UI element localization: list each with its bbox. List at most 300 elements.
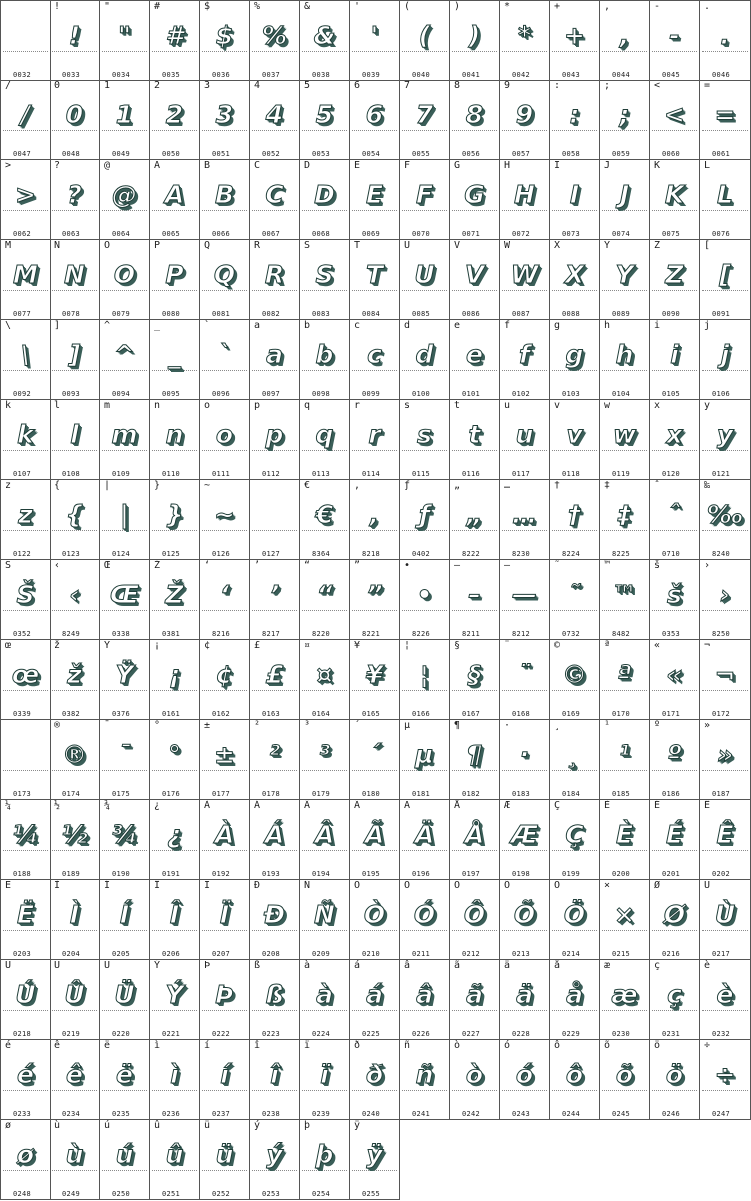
glyph-code-label: 0037 [262,71,281,79]
glyph-code-label: 0233 [13,1110,32,1118]
glyph-char-label: ú [104,1120,111,1131]
glyph-code-label: 0376 [112,710,131,718]
glyph-cell [600,960,650,1040]
glyph-cell [300,80,350,160]
glyph-char-label: ¹ [604,720,611,731]
glyph-cell [150,960,200,1040]
glyph-code-label: 0118 [562,470,581,478]
glyph-code-label: 0080 [162,310,181,318]
glyph-char-label: i [654,320,661,331]
glyph-preview: u [515,420,534,449]
glyph-char-label: ? [54,160,61,171]
glyph-cell [550,240,600,320]
glyph-preview: ê [66,1060,83,1089]
glyph-code-label: 0051 [212,150,231,158]
glyph-cell [550,400,600,480]
glyph-char-label: F [404,160,411,171]
glyph-code-label: 0093 [62,390,81,398]
glyph-cell [200,640,250,720]
glyph-cell [400,160,450,240]
glyph-code-label: 0064 [112,230,131,238]
glyph-preview: ½ [61,820,88,849]
glyph-cell [150,640,200,720]
glyph-char-label: c [354,320,361,331]
glyph-preview: g [565,340,584,369]
glyph-cell [400,240,450,320]
glyph-code-label: 0105 [662,390,681,398]
glyph-preview: ³ [319,740,330,769]
glyph-char-label: z [5,480,12,491]
glyph-code-label: 0061 [712,150,731,158]
glyph-char-label: þ [304,1120,311,1131]
glyph-code-label: 0117 [512,470,531,478]
glyph-preview: † [568,500,581,529]
glyph-preview: Ð [263,900,286,929]
glyph-code-label: 0163 [262,710,281,718]
glyph-cell [350,480,400,560]
glyph-cell [350,720,400,800]
glyph-cell [200,240,250,320]
glyph-preview: ú [115,1140,134,1169]
glyph-code-label: 0079 [112,310,131,318]
glyph-char-label: ê [54,1040,61,1051]
glyph-cell [600,80,650,160]
glyph-cell [150,80,200,160]
glyph-char-label: Ð [254,880,261,891]
glyph-code-label: 0232 [712,1030,731,1038]
glyph-char-label: — [504,560,511,571]
glyph-cell [100,320,150,400]
glyph-preview: ì [170,1060,179,1089]
glyph-preview: Ó [413,900,436,929]
glyph-char-label: ) [454,1,461,12]
glyph-preview: / [20,100,31,129]
glyph-char-label: ^ [104,320,111,331]
glyph-code-label: 8218 [362,550,381,558]
glyph-cell [250,960,300,1040]
glyph-char-label: ù [54,1120,61,1131]
glyph-cell [200,560,250,640]
glyph-char-label: : [554,80,561,91]
glyph-char-label: § [454,640,461,651]
glyph-code-label: 0041 [462,71,481,79]
glyph-char-label: ø [5,1120,12,1131]
glyph-preview: } [165,500,184,529]
glyph-char-label: L [704,160,711,171]
glyph-char-label: b [304,320,311,331]
glyph-cell [500,880,550,960]
glyph-preview: b [315,340,334,369]
glyph-char-label: ’ [254,560,261,571]
glyph-char-label: u [504,400,511,411]
glyph-preview: Ç [565,820,584,849]
glyph-cell [200,880,250,960]
glyph-char-label: q [304,400,311,411]
glyph-cell [550,640,600,720]
glyph-cell [600,720,650,800]
glyph-char-label: h [604,320,611,331]
glyph-code-label: 0172 [712,710,731,718]
glyph-cell [50,80,100,160]
glyph-cell [550,320,600,400]
glyph-code-label: 0381 [162,630,181,638]
glyph-cell [550,160,600,240]
glyph-cell [150,400,200,480]
glyph-preview: ˜ [568,580,581,609]
glyph-preview: © [562,660,587,689]
glyph-cell [450,960,500,1040]
glyph-char-label: R [254,240,261,251]
glyph-char-label: ó [504,1040,511,1051]
glyph-cell [400,640,450,720]
glyph-char-label: Ñ [304,880,311,891]
glyph-cell [500,320,550,400]
glyph-cell [500,1040,550,1120]
glyph-preview: Â [314,820,335,849]
glyph-char-label: ý [254,1120,261,1131]
glyph-char-label: ¥ [354,640,361,651]
glyph-cell [200,1120,250,1200]
glyph-cell [400,80,450,160]
glyph-cell [150,0,200,81]
glyph-code-label: 0188 [13,870,32,878]
glyph-char-label: š [654,560,661,571]
glyph-char-label: @ [104,160,111,171]
glyph-code-label: 0196 [412,870,431,878]
glyph-char-label: 6 [354,80,361,91]
glyph-code-label: 0234 [62,1110,81,1118]
glyph-cell [50,560,100,640]
glyph-cell [650,400,700,480]
glyph-code-label: 0169 [562,710,581,718]
glyph-code-label: 0121 [712,470,731,478]
glyph-preview: = [714,100,736,129]
glyph-char-label: ¬ [704,640,711,651]
glyph-code-label: 8226 [412,630,431,638]
glyph-preview: ä [516,980,533,1009]
glyph-char-label: ß [254,960,261,971]
glyph-char-label: f [504,320,511,331]
glyph-char-label: À [204,800,211,811]
glyph-code-label: 0193 [262,870,281,878]
glyph-code-label: 0127 [262,550,281,558]
glyph-preview: Ž [165,580,184,609]
glyph-cell [650,880,700,960]
glyph-code-label: 0215 [612,950,631,958]
glyph-char-label: É [654,800,661,811]
glyph-cell [450,480,500,560]
glyph-preview: E [365,180,384,209]
glyph-cell [100,400,150,480]
glyph-preview: ¼ [12,820,39,849]
glyph-char-label: • [404,560,411,571]
glyph-char-label: Ÿ [104,640,111,651]
glyph-preview: ò [465,1060,484,1089]
glyph-cell [250,720,300,800]
glyph-char-label: + [554,1,561,12]
glyph-char-label: P [154,240,161,251]
glyph-char-label: & [304,1,311,12]
glyph-preview: Œ [109,580,140,609]
glyph-preview: Ï [219,900,230,929]
glyph-cell [0,800,51,880]
glyph-cell [300,1120,350,1200]
glyph-cell [600,640,650,720]
glyph-preview: p [265,420,284,449]
glyph-preview: ¸ [568,740,581,769]
glyph-cell [700,160,751,240]
glyph-code-label: 0198 [512,870,531,878]
glyph-code-label: 8222 [462,550,481,558]
glyph-code-label: 0222 [212,1030,231,1038]
glyph-char-label: p [254,400,261,411]
glyph-cell [650,560,700,640]
glyph-char-label: ä [504,960,511,971]
glyph-cell [250,880,300,960]
glyph-preview: ó [515,1060,534,1089]
glyph-code-label: 0078 [62,310,81,318]
glyph-cell [150,560,200,640]
glyph-char-label: N [54,240,61,251]
glyph-code-label: 0096 [212,390,231,398]
glyph-code-label: 0126 [212,550,231,558]
glyph-char-label: å [554,960,561,971]
glyph-code-label: 0044 [612,71,631,79]
glyph-code-label: 0248 [13,1190,32,1198]
glyph-code-label: 0190 [112,870,131,878]
glyph-char-label: – [454,560,461,571]
glyph-char-label: . [704,1,711,12]
glyph-code-label: 0183 [512,790,531,798]
glyph-preview: [ [719,260,731,289]
glyph-char-label: » [704,720,711,731]
glyph-preview: 6 [365,100,384,129]
glyph-code-label: 0214 [562,950,581,958]
glyph-char-label: Ö [554,880,561,891]
glyph-cell [0,1120,51,1200]
glyph-cell [600,800,650,880]
glyph-preview: s [417,420,432,449]
glyph-preview: Q [213,260,236,289]
glyph-cell [300,880,350,960]
glyph-char-label: Ø [654,880,661,891]
glyph-char-label: n [154,400,161,411]
glyph-char-label: õ [604,1040,611,1051]
glyph-code-label: 0086 [462,310,481,318]
glyph-char-label: - [654,1,661,12]
glyph-preview: ¶ [466,740,483,769]
glyph-code-label: 0165 [362,710,381,718]
glyph-preview: U [414,260,435,289]
glyph-code-label: 0228 [512,1030,531,1038]
glyph-code-label: 0050 [162,150,181,158]
glyph-preview: q [315,420,334,449]
glyph-preview: ° [168,740,181,769]
glyph-code-label: 0240 [362,1110,381,1118]
glyph-char-label: Ý [154,960,161,971]
glyph-preview: « [666,660,683,689]
glyph-char-label: › [704,560,711,571]
glyph-char-label: ² [254,720,261,731]
glyph-code-label: 0161 [162,710,181,718]
glyph-code-label: 0112 [262,470,281,478]
glyph-char-label: \ [5,320,12,331]
glyph-code-label: 0226 [412,1030,431,1038]
glyph-cell [650,1040,700,1120]
glyph-code-label: 0120 [662,470,681,478]
glyph-cell [250,400,300,480]
glyph-char-label: Ò [354,880,361,891]
glyph-preview: ˆ [668,500,681,529]
glyph-cell [250,160,300,240]
glyph-preview: 3 [215,100,234,129]
glyph-code-label: 0068 [312,230,331,238]
glyph-code-label: 0230 [612,1030,631,1038]
glyph-cell [150,880,200,960]
glyph-char-label: Ê [704,800,711,811]
glyph-char-label: œ [5,640,12,651]
glyph-char-label: Â [304,800,311,811]
glyph-char-label: © [554,640,561,651]
glyph-code-label: 0182 [462,790,481,798]
glyph-cell [500,480,550,560]
glyph-preview: ë [116,1060,133,1089]
glyph-code-label: 0056 [462,150,481,158]
glyph-code-label: 0227 [462,1030,481,1038]
glyph-preview: Ò [363,900,386,929]
glyph-char-label: > [5,160,12,171]
glyph-char-label: E [354,160,361,171]
glyph-char-label: Ç [554,800,561,811]
glyph-cell [650,320,700,400]
glyph-preview: Ã [364,820,385,849]
glyph-code-label: 8225 [612,550,631,558]
glyph-code-label: 0119 [612,470,631,478]
glyph-char-label: 4 [254,80,261,91]
glyph-preview: 9 [515,100,534,129]
glyph-cell [250,1040,300,1120]
glyph-code-label: 0124 [112,550,131,558]
glyph-char-label: × [604,880,611,891]
glyph-code-label: 0106 [712,390,731,398]
glyph-cell [550,1040,600,1120]
glyph-preview: ² [269,740,280,769]
glyph-char-label: ™ [604,560,611,571]
glyph-cell [300,240,350,320]
glyph-cell [300,560,350,640]
glyph-char-label: ” [354,560,361,571]
glyph-char-label: 9 [504,80,511,91]
glyph-cell [650,80,700,160]
glyph-preview: • [416,580,433,609]
glyph-cell [150,1120,200,1200]
glyph-char-label: Y [604,240,611,251]
glyph-cell [450,80,500,160]
glyph-char-label: K [654,160,661,171]
glyph-cell [600,480,650,560]
glyph-char-label: g [554,320,561,331]
glyph-preview: Ö [563,900,586,929]
glyph-preview: , [619,21,630,50]
glyph-char-label: j [704,320,711,331]
glyph-cell [300,0,350,81]
glyph-preview: G [464,180,485,209]
glyph-preview: — [512,580,537,609]
glyph-preview: Û [64,980,85,1009]
glyph-code-label: 0167 [462,710,481,718]
glyph-code-label: 0088 [562,310,581,318]
glyph-preview: & [313,21,336,50]
glyph-char-label: B [204,160,211,171]
glyph-cell [350,560,400,640]
glyph-preview: Ì [69,900,80,929]
glyph-preview: æ [611,980,638,1009]
glyph-char-label: ' [354,1,361,12]
glyph-preview: ' [370,21,379,50]
glyph-cell [350,880,400,960]
glyph-code-label: 0247 [712,1110,731,1118]
glyph-char-label: È [604,800,611,811]
glyph-code-label: 0090 [662,310,681,318]
glyph-cell [0,1040,51,1120]
glyph-preview: @ [112,180,137,209]
glyph-preview: f [519,340,530,369]
glyph-preview: ƒ [419,500,430,529]
glyph-code-label: 0166 [412,710,431,718]
glyph-code-label: 8224 [562,550,581,558]
glyph-code-label: 0082 [262,310,281,318]
glyph-code-label: 0033 [62,71,81,79]
glyph-preview: ô [565,1060,584,1089]
glyph-char-label: 1 [104,80,111,91]
glyph-preview: š [667,580,682,609]
glyph-preview: À [214,820,235,849]
glyph-cell [500,0,550,81]
glyph-code-label: 0187 [712,790,731,798]
glyph-code-label: 0123 [62,550,81,558]
glyph-code-label: 8217 [262,630,281,638]
glyph-cell [350,320,400,400]
glyph-char-label: Q [204,240,211,251]
glyph-cell [200,0,250,81]
glyph-char-label: · [504,720,511,731]
glyph-code-label: 0114 [362,470,381,478]
glyph-cell [0,320,51,400]
glyph-code-label: 0168 [512,710,531,718]
glyph-code-label: 0201 [662,870,681,878]
glyph-char-label: ï [304,1040,311,1051]
glyph-code-label: 0102 [512,390,531,398]
glyph-char-label: ÿ [354,1120,361,1131]
glyph-char-label: { [54,480,61,491]
glyph-preview: # [165,21,184,50]
glyph-code-label: 0049 [112,150,131,158]
glyph-code-label: 0210 [362,950,381,958]
glyph-cell [500,80,550,160]
glyph-preview: … [512,500,537,529]
glyph-code-label: 0191 [162,870,181,878]
glyph-preview: k [17,420,34,449]
glyph-cell [100,960,150,1040]
glyph-cell [100,480,150,560]
glyph-char-label: Ì [54,880,61,891]
glyph-char-label: ÷ [704,1040,711,1051]
glyph-preview: v [566,420,583,449]
glyph-cell [150,320,200,400]
glyph-char-label: J [604,160,611,171]
glyph-char-label: Õ [504,880,511,891]
glyph-cell [200,800,250,880]
